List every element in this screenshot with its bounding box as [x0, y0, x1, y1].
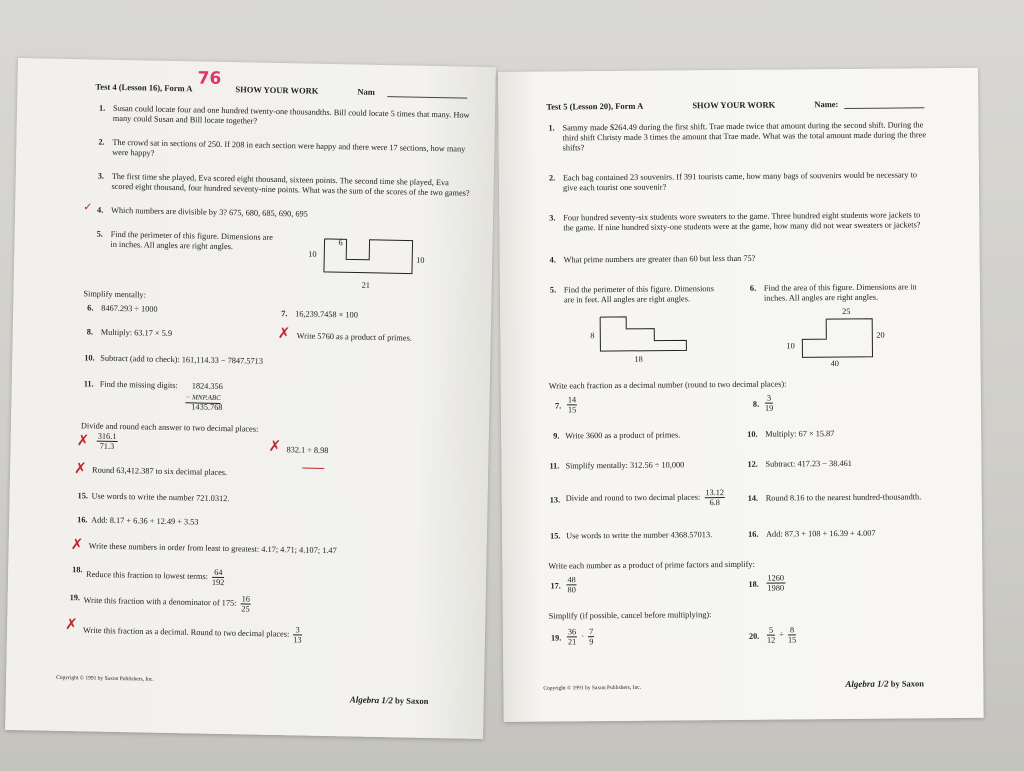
- q11-line2: − MNP.ABC: [185, 393, 221, 402]
- q1-number: 1.: [98, 103, 106, 113]
- q18-number: 18.: [72, 565, 83, 575]
- left-worksheet-page: [5, 58, 496, 739]
- q5-number: 5.: [96, 229, 103, 239]
- q20-expression: [765, 625, 798, 644]
- q20-a-numerator: 5: [767, 626, 775, 636]
- perimeter-figure: [598, 314, 698, 355]
- name-line: [387, 96, 467, 99]
- q4-number: 4.: [549, 255, 556, 265]
- q11-number: 11.: [83, 379, 94, 389]
- q13-number: 13.: [549, 495, 561, 505]
- perimeter-figure: [304, 234, 415, 296]
- q20-label: Write this fraction as a decimal. Round to two decimal places:: [82, 625, 290, 639]
- fig-label-inner: 6: [338, 238, 343, 248]
- brand-footer: [350, 694, 429, 707]
- x-mark: ✗: [73, 459, 87, 478]
- q3-text: The first time she played, Eva scored eight thousand, sixteen points. The second time she played, Eva scored eight thousand, four hundred seventy-nine points. What was the sum of the scores of the two games?: [111, 171, 470, 198]
- q6-text: 8467.293 ÷ 1000: [101, 303, 158, 314]
- q20-denominator: 13: [293, 635, 302, 645]
- fig-label-left: 8: [590, 331, 595, 341]
- q19-operator: ·: [581, 631, 585, 641]
- copyright: Copyright © 1991 by Saxon Publishers, Inc.: [56, 674, 154, 683]
- x-mark: ✗: [76, 431, 90, 450]
- name-label: Nam: [357, 86, 375, 97]
- show-work-label: SHOW YOUR WORK: [235, 84, 319, 96]
- q10-text: Multiply: 67 × 15.87: [765, 429, 835, 439]
- test-title: Test 5 (Lesson 20), Form A: [546, 100, 644, 112]
- prime-instructions: Write each number as a product of prime factors and simplify:: [548, 559, 755, 571]
- q13-divisor: ÷ 8.98: [307, 445, 329, 456]
- q8-text: Multiply: 63.17 × 5.9: [100, 327, 173, 339]
- q4-number: 4.: [97, 205, 104, 215]
- q18-denominator: 192: [211, 577, 225, 588]
- q20-number: 20.: [748, 631, 760, 641]
- q8-numerator: 3: [765, 394, 773, 404]
- q12-text: Subtract: 417.23 − 38.461: [765, 458, 852, 469]
- q1-number: 1.: [548, 123, 555, 133]
- q11-number: 11.: [549, 461, 560, 471]
- q15-number: 15.: [550, 531, 561, 541]
- q20-operator: ÷: [779, 629, 784, 639]
- q19-b-denominator: 9: [589, 637, 594, 647]
- q6-number: 6.: [87, 303, 94, 313]
- fig-label-top: 25: [842, 306, 851, 317]
- q13-text: [566, 488, 727, 508]
- q2-number: 2.: [548, 173, 556, 183]
- q13-dividend: 832.1: [286, 445, 306, 455]
- check-mark: ✓: [83, 200, 93, 214]
- q20-b-numerator: 8: [788, 625, 796, 635]
- q17-fraction: [564, 575, 578, 594]
- x-mark: ✗: [268, 436, 282, 456]
- q6-number: 6.: [749, 283, 757, 293]
- q8-fraction: [763, 394, 775, 413]
- q7-number: 7.: [281, 309, 288, 319]
- q19-a-numerator: 36: [567, 627, 577, 637]
- fig-label-left: 10: [786, 341, 795, 351]
- q18-number: 18.: [748, 579, 759, 589]
- q13-numerator: 13.12: [705, 488, 725, 498]
- q3-text: Four hundred seventy-six students wore sweaters to the game. Three hundred eight students wore jackets to the game. If nine hundred sixty-one students were at the game, how many did not wear sweaters or jackets?: [563, 210, 921, 233]
- q8-denominator: 19: [764, 403, 774, 413]
- q9-number: 9.: [553, 431, 560, 441]
- q2-text: Each bag contained 23 souvenirs. If 391 tourists came, how many bags of souvenirs would be necessary to give each tourist one souvenir?: [562, 170, 918, 193]
- q12-denominator: 71.3: [99, 441, 115, 451]
- q19-a-denominator: 21: [567, 637, 577, 647]
- q11-text: Simplify mentally: 312.56 ÷ 10,000: [565, 460, 685, 471]
- q19-b-numerator: 7: [589, 627, 594, 637]
- brand-title: Algebra 1/2: [349, 694, 394, 706]
- fraction-instructions: Write each fraction as a decimal number (round to two decimal places):: [548, 379, 787, 391]
- grade-mark: 76: [197, 68, 222, 89]
- q17-numerator: 48: [567, 575, 576, 585]
- q19-label: Write this fraction with a denominator of 175:: [83, 595, 237, 608]
- q6-text: Find the area of this figure. Dimensions are in inches. All angles are right angles.: [763, 282, 917, 303]
- q1-text: Susan could locate four and one hundred twenty-one thousandths. Bill could locate 5 times that many. How many could Susan and Bill locate together?: [112, 103, 470, 126]
- q7-text: 16,239.7458 × 100: [295, 309, 358, 320]
- simplify-heading: Simplify mentally:: [83, 289, 147, 300]
- q13-denominator: 6.8: [709, 498, 720, 508]
- right-worksheet-page: [498, 68, 984, 722]
- q14-text: Round 63,412.387 to six decimal places.: [92, 465, 228, 478]
- q12-numerator: 316.1: [97, 431, 117, 441]
- q18-numerator: 64: [212, 568, 225, 578]
- q3-number: 3.: [97, 171, 105, 181]
- q9-text: Write 3600 as a product of primes.: [565, 430, 681, 441]
- q19-expression: [565, 627, 597, 646]
- q9-text: Write 5760 as a product of primes.: [296, 331, 412, 343]
- q16-number: 16.: [77, 515, 88, 525]
- q12-number: 12.: [747, 459, 758, 469]
- q19-text: [83, 591, 253, 613]
- brand-footer: [845, 678, 924, 690]
- q19-numerator: 16: [241, 594, 251, 604]
- q8-number: 8.: [752, 399, 760, 409]
- q18-denominator: 1980: [767, 583, 785, 593]
- q11-text: Find the missing digits:: [99, 379, 178, 391]
- q5-number: 5.: [549, 285, 557, 295]
- q5-text: Find the perimeter of this figure. Dimensions are in feet. All angles are right angles.: [563, 284, 714, 305]
- q15-text: Use words to write the number 4368.57013.: [566, 530, 713, 541]
- q1-text: Sammy made $264.49 during the first shift. Trae made twice that amount during the second shift. During the third shift Christy made 3 times the amount that Trae made. What was the total amount made during the three shifts?: [562, 120, 927, 153]
- q18-fraction: [764, 573, 787, 592]
- q19-number: 19.: [550, 633, 562, 643]
- q7-numerator: 14: [567, 395, 577, 405]
- q17-denominator: 80: [567, 585, 576, 595]
- q13-text: [286, 445, 328, 456]
- fig-label-bottom: 21: [361, 280, 371, 290]
- fig-label-left: 10: [308, 249, 317, 259]
- fig-label-right: 20: [876, 330, 885, 340]
- q3-number: 3.: [549, 213, 556, 223]
- show-work-label: SHOW YOUR WORK: [692, 99, 776, 111]
- q14-number: 14.: [747, 493, 759, 503]
- brand-title: Algebra 1/2: [845, 678, 889, 689]
- q16-number: 16.: [748, 529, 759, 539]
- q18-numerator: 1260: [767, 573, 785, 583]
- q18-label: Reduce this fraction to lowest terms:: [86, 569, 209, 582]
- test-title: Test 4 (Lesson 16), Form A: [95, 81, 193, 94]
- x-mark: ✗: [70, 535, 84, 554]
- q10-number: 10.: [84, 353, 95, 363]
- divide-heading: Divide and round each answer to two decimal places:: [80, 421, 259, 434]
- fig-label-bottom: 40: [830, 359, 839, 369]
- q11-line1: 1824.356: [191, 381, 223, 391]
- q13-label: Divide and round to two decimal places:: [565, 492, 701, 503]
- copyright: Copyright © 1991 by Saxon Publishers, Inc.: [543, 684, 642, 692]
- q2-text: The crowd sat in sections of 250. If 208 in each section were happy and there were 17 sections, how many were happy?: [112, 137, 466, 158]
- simplify-instructions: Simplify (if possible, cancel before multiplying):: [548, 610, 712, 621]
- q17-number: 17.: [550, 581, 561, 591]
- q20-a-denominator: 12: [766, 635, 776, 645]
- q16-text: Add: 87.3 + 108 + 16.39 + 4.007: [766, 528, 876, 539]
- q20-numerator: 3: [293, 625, 301, 635]
- x-mark: ✗: [64, 615, 78, 634]
- q19-denominator: 25: [241, 604, 250, 614]
- q20-text: [83, 621, 304, 644]
- q4-text: Which numbers are divisible by 3? 675, 680, 685, 690, 695: [111, 205, 308, 219]
- x-mark: ✗: [277, 324, 291, 343]
- q10-text: Subtract (add to check): 161,114.33 − 7847.5713: [100, 353, 263, 366]
- q12-fraction: [94, 432, 119, 451]
- fig-label-right: 10: [416, 255, 425, 265]
- q16-text: Add: 8.17 + 6.36 + 12.49 + 3.53: [91, 515, 199, 527]
- q4-text: What prime numbers are greater than 60 but less than 75?: [563, 253, 756, 265]
- q7-number: 7.: [554, 401, 562, 411]
- q14-text: Round 8.16 to the nearest hundred-thousandth.: [765, 492, 922, 503]
- fig-label-bottom: 18: [634, 354, 643, 364]
- answer-line: [302, 468, 324, 469]
- q17-text: Write these numbers in order from least to greatest: 4.17; 4.71; 4.107; 1.47: [88, 541, 337, 556]
- name-line: [844, 107, 924, 109]
- brand-by: by Saxon: [394, 695, 429, 706]
- q7-denominator: 15: [567, 405, 577, 415]
- q18-text: [86, 565, 227, 587]
- q8-number: 8.: [86, 327, 94, 337]
- q20-b-denominator: 15: [787, 635, 797, 645]
- q7-fraction: [565, 395, 579, 414]
- area-figure: [800, 317, 880, 362]
- q15-number: 15.: [77, 491, 89, 501]
- q10-number: 10.: [747, 429, 758, 439]
- q11-line3: 1435.768: [191, 402, 223, 412]
- q2-number: 2.: [98, 137, 105, 147]
- q5-text: Find the perimeter of this figure. Dimensions are in inches. All angles are right angles.: [110, 229, 273, 252]
- q15-text: Use words to write the number 721.0312.: [91, 491, 230, 504]
- brand-by: by Saxon: [890, 678, 925, 689]
- q19-number: 19.: [69, 593, 81, 603]
- name-label: Name:: [814, 99, 839, 110]
